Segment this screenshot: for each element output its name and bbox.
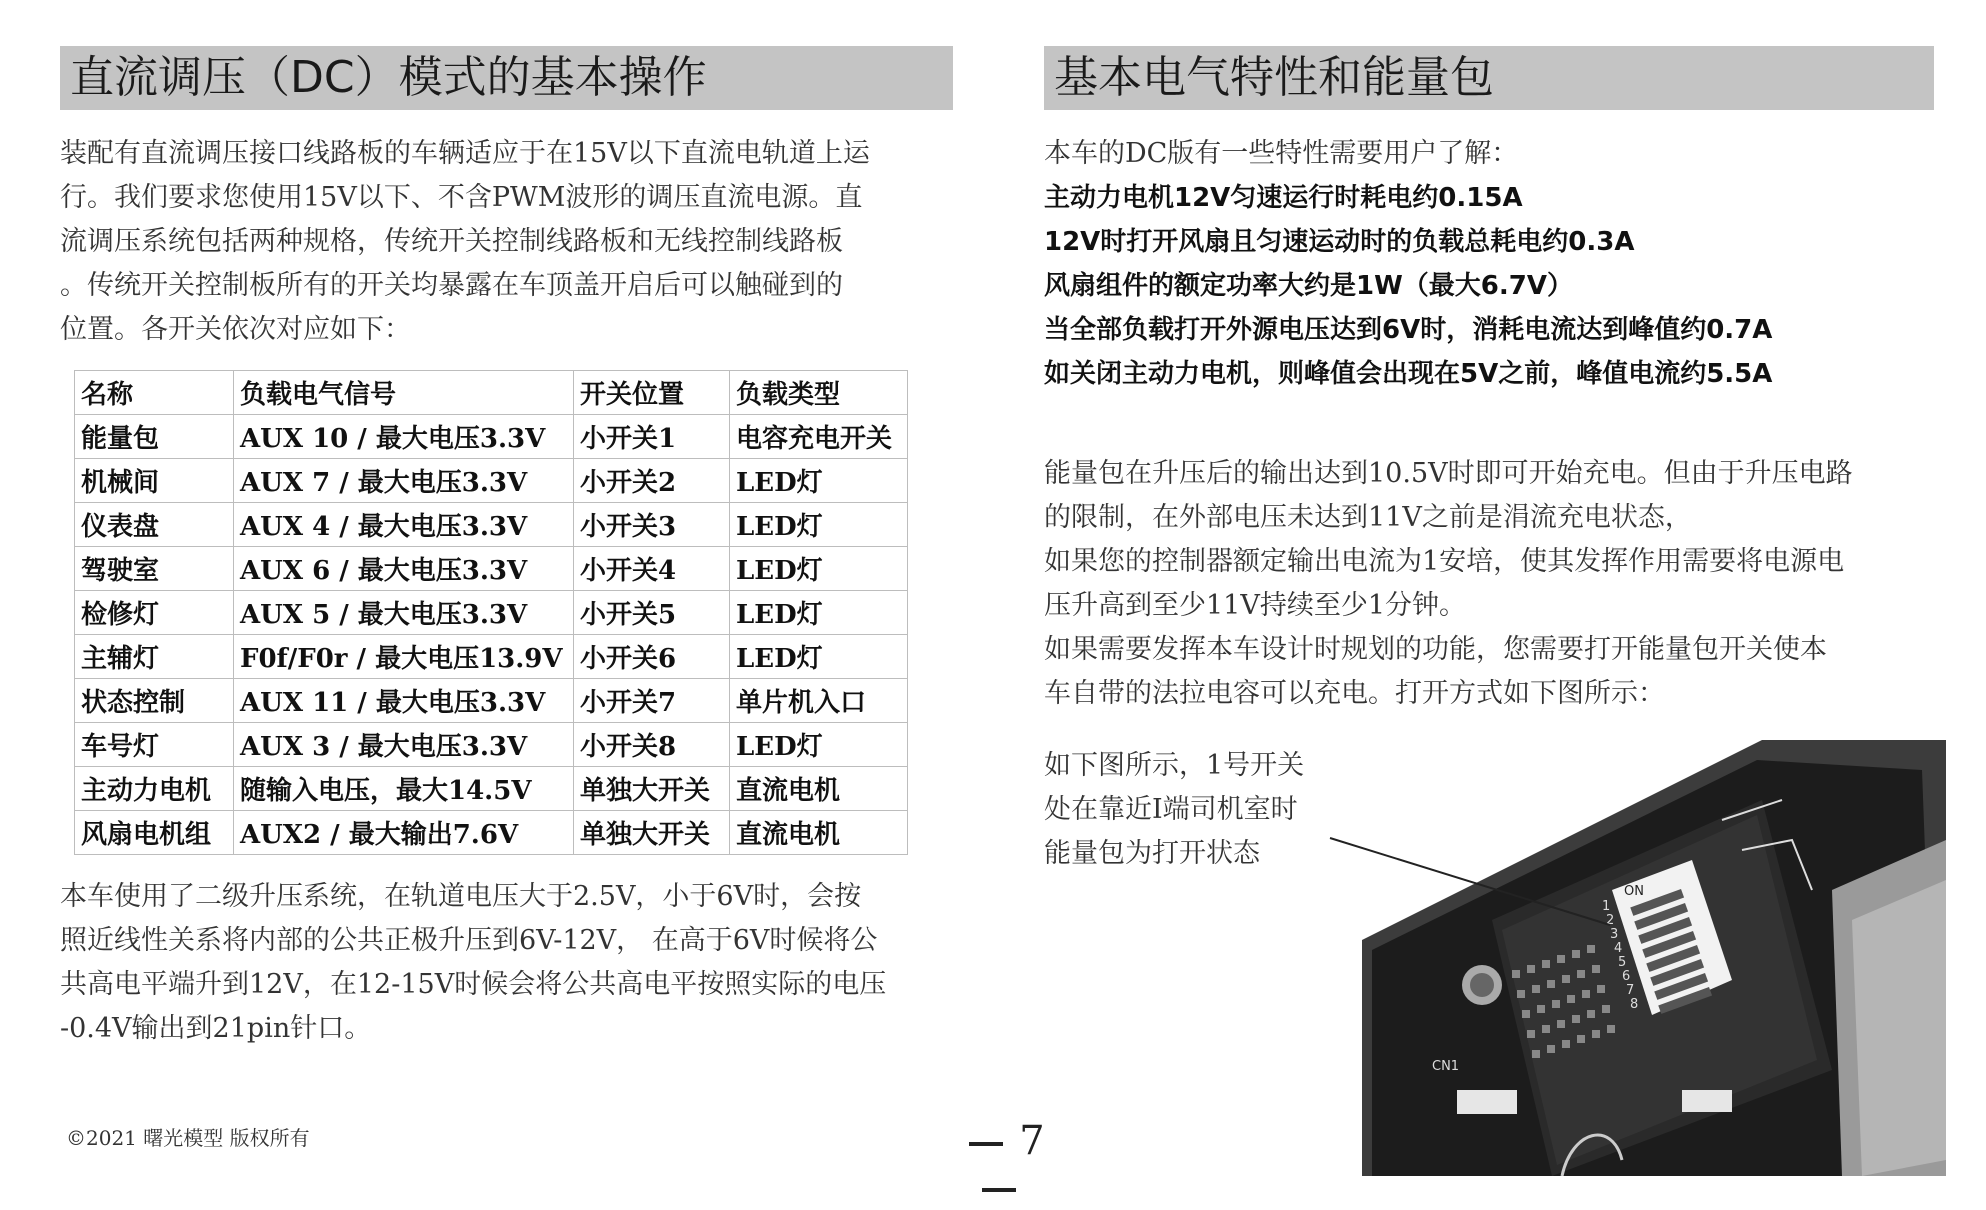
outro-line: -0.4V输出到21pin针口。 <box>60 1013 372 1044</box>
table-row <box>75 459 908 503</box>
table-cell: AUX 10 / 最大电压3.3V <box>234 415 574 459</box>
left-intro-paragraph <box>60 132 953 352</box>
table-header: 负载类型 <box>730 371 908 415</box>
spec-line: 当全部负载打开外源电压达到6V时，消耗电流达到峰值约0.7A <box>1044 315 1773 345</box>
paragraph-line: 能量包在升压后的输出达到10.5V时即可开始充电。但由于升压电路 <box>1044 458 1853 489</box>
table-cell: 驾驶室 <box>75 547 234 591</box>
dip-number: 1 <box>1602 899 1611 914</box>
table-cell: LED灯 <box>730 591 908 635</box>
table-row <box>75 547 908 591</box>
right-intro-line: 本车的DC版有一些特性需要用户了解： <box>1044 138 1519 169</box>
table-row <box>75 635 908 679</box>
table-cell: F0f/F0r / 最大电压13.9V <box>234 635 574 679</box>
table-row <box>75 415 908 459</box>
page-number-value: 7 <box>1019 1118 1045 1164</box>
table-header: 负载电气信号 <box>234 371 574 415</box>
table-cell: AUX 5 / 最大电压3.3V <box>234 591 574 635</box>
table-cell: 小开关4 <box>574 547 730 591</box>
table-cell: 单片机入口 <box>730 679 908 723</box>
table-cell: 主动力电机 <box>75 767 234 811</box>
table-cell: 小开关2 <box>574 459 730 503</box>
left-outro-paragraph <box>60 875 953 1051</box>
table-cell: 小开关1 <box>574 415 730 459</box>
outro-line: 共高电平端升到12V，在12-15V时候会将公共高电平按照实际的电压 <box>60 969 887 1000</box>
table-cell: 单独大开关 <box>574 767 730 811</box>
table-cell: LED灯 <box>730 723 908 767</box>
table-cell: AUX2 / 最大输出7.6V <box>234 811 574 855</box>
table-cell: 检修灯 <box>75 591 234 635</box>
intro-line: 。传统开关控制板所有的开关均暴露在车顶盖开启后可以触碰到的 <box>60 270 843 301</box>
dip-number: 5 <box>1618 955 1627 970</box>
intro-line: 位置。各开关依次对应如下： <box>60 314 411 345</box>
dip-number: 7 <box>1626 983 1635 998</box>
table-row <box>75 503 908 547</box>
spec-line: 如关闭主动力电机，则峰值会出现在5V之前，峰值电流约5.5A <box>1044 359 1773 389</box>
right-section-title: 基本电气特性和能量包 <box>1044 46 1934 110</box>
table-cell: AUX 3 / 最大电压3.3V <box>234 723 574 767</box>
table-cell: AUX 7 / 最大电压3.3V <box>234 459 574 503</box>
table-cell: 车号灯 <box>75 723 234 767</box>
table-cell: 风扇电机组 <box>75 811 234 855</box>
spec-line: 风扇组件的额定功率大约是1W（最大6.7V） <box>1044 271 1573 301</box>
spec-list <box>1044 176 1934 396</box>
outro-line: 照近线性关系将内部的公共正极升压到6V-12V， 在高于6V时候将公 <box>60 925 878 956</box>
paragraph-line: 如果您的控制器额定输出电流为1安培，使其发挥作用需要将电源电 <box>1044 546 1845 577</box>
cn1-label: CN1 <box>1432 1059 1460 1074</box>
paragraph-line: 车自带的法拉电容可以充电。打开方式如下图所示： <box>1044 678 1665 709</box>
table-cell: 能量包 <box>75 415 234 459</box>
left-column <box>60 46 953 1051</box>
paragraph-line: 压升高到至少11V持续至少1分钟。 <box>1044 590 1467 621</box>
table-cell: 单独大开关 <box>574 811 730 855</box>
dip-number: 3 <box>1610 927 1619 942</box>
dash-right <box>982 1188 1016 1192</box>
energy-pack-paragraph <box>1044 452 1934 716</box>
table-cell: 小开关3 <box>574 503 730 547</box>
table-header: 开关位置 <box>574 371 730 415</box>
photo-caption <box>1044 744 1304 876</box>
spec-line: 主动力电机12V匀速运行时耗电约0.15A <box>1044 183 1523 213</box>
dip-number: 6 <box>1622 969 1631 984</box>
dip-number: 2 <box>1606 913 1615 928</box>
table-cell: 直流电机 <box>730 811 908 855</box>
table-cell: 电容充电开关 <box>730 415 908 459</box>
dip-number: 8 <box>1630 997 1639 1012</box>
caption-pointer-line <box>1325 830 1625 950</box>
table-cell: 仪表盘 <box>75 503 234 547</box>
paragraph-line: 的限制，在外部电压未达到11V之前是涓流充电状态， <box>1044 502 1692 533</box>
caption-line: 处在靠近I端司机室时 <box>1044 794 1298 825</box>
paragraph-line: 如果需要发挥本车设计时规划的功能，您需要打开能量包开关使本 <box>1044 634 1827 665</box>
table-cell: 直流电机 <box>730 767 908 811</box>
left-section-title: 直流调压（DC）模式的基本操作 <box>60 46 953 110</box>
intro-line: 装配有直流调压接口线路板的车辆适应于在15V以下直流电轨道上运 <box>60 138 870 169</box>
table-row <box>75 811 908 855</box>
table-header-row <box>75 371 908 415</box>
table-row <box>75 591 908 635</box>
table-cell: 小开关6 <box>574 635 730 679</box>
dash-left <box>969 1142 1003 1146</box>
table-cell: LED灯 <box>730 635 908 679</box>
right-column <box>1044 46 1934 716</box>
dip-on-label: ON <box>1624 884 1644 899</box>
outro-line: 本车使用了二级升压系统，在轨道电压大于2.5V，小于6V时，会按 <box>60 881 862 912</box>
table-row <box>75 679 908 723</box>
table-row <box>75 767 908 811</box>
page-number <box>924 1118 1074 1210</box>
table-cell: 小开关8 <box>574 723 730 767</box>
table-cell: 机械间 <box>75 459 234 503</box>
table-cell: 主辅灯 <box>75 635 234 679</box>
caption-line: 能量包为打开状态 <box>1044 838 1260 869</box>
table-header: 名称 <box>75 371 234 415</box>
table-cell: LED灯 <box>730 503 908 547</box>
caption-line: 如下图所示，1号开关 <box>1044 750 1305 781</box>
table-cell: 小开关5 <box>574 591 730 635</box>
table-cell: 状态控制 <box>75 679 234 723</box>
intro-line: 行。我们要求您使用15V以下、不含PWM波形的调压直流电源。直 <box>60 182 863 213</box>
table-cell: AUX 6 / 最大电压3.3V <box>234 547 574 591</box>
spec-line: 12V时打开风扇且匀速运动时的负载总耗电约0.3A <box>1044 227 1635 257</box>
table-cell: 小开关7 <box>574 679 730 723</box>
table-cell: 随输入电压，最大14.5V <box>234 767 574 811</box>
table-cell: AUX 4 / 最大电压3.3V <box>234 503 574 547</box>
circuit-board-photo <box>1362 740 1946 1176</box>
intro-line: 流调压系统包括两种规格，传统开关控制线路板和无线控制线路板 <box>60 226 843 257</box>
table-cell: LED灯 <box>730 459 908 503</box>
table-cell: LED灯 <box>730 547 908 591</box>
copyright-notice: ©2021 曙光模型 版权所有 <box>66 1126 310 1150</box>
dip-number: 4 <box>1614 941 1623 956</box>
table-cell: AUX 11 / 最大电压3.3V <box>234 679 574 723</box>
table-row <box>75 723 908 767</box>
switch-load-table <box>74 370 908 855</box>
